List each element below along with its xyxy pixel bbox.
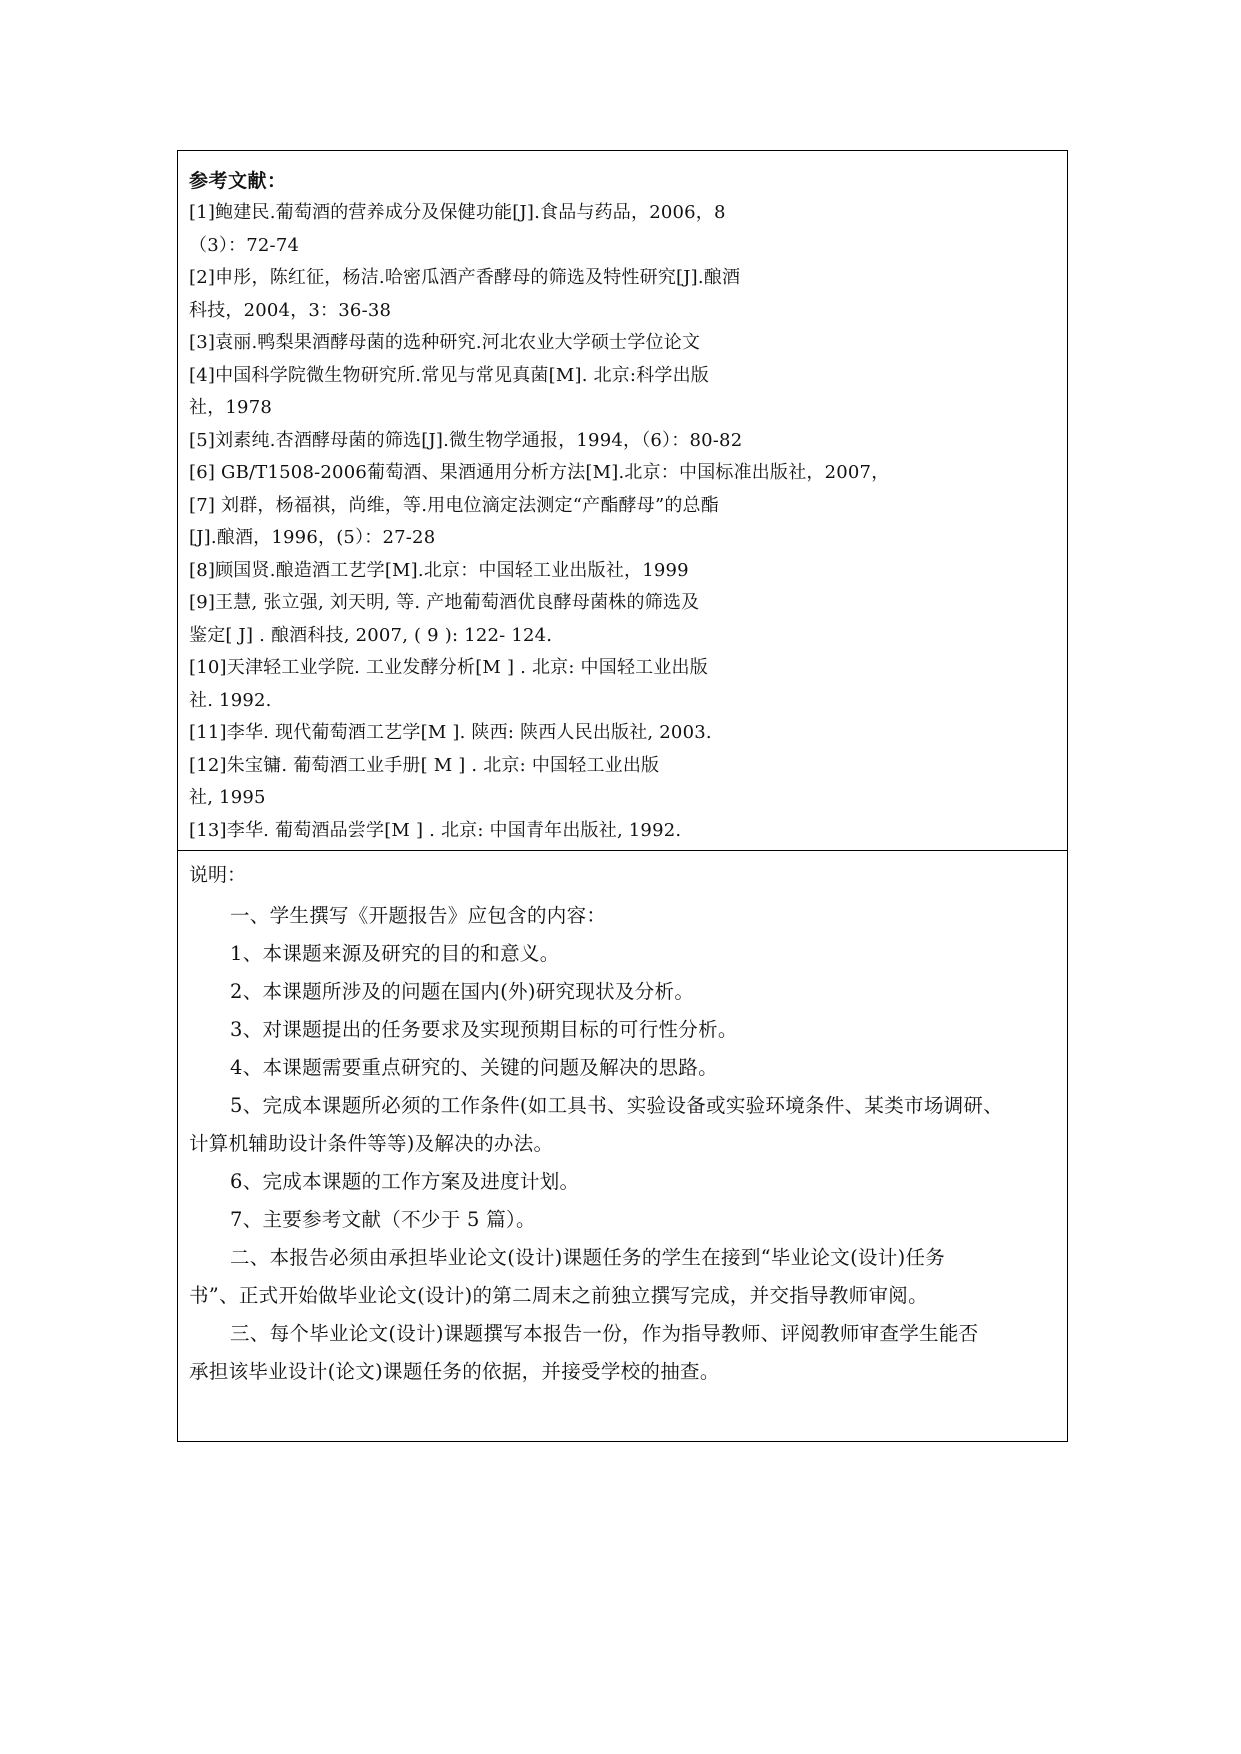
note-line: 1、本课题来源及研究的目的和意义。 — [230, 942, 560, 965]
note-line: 5、完成本课题所必须的工作条件(如工具书、实验设备或实验环境条件、某类市场调研、 — [230, 1094, 1004, 1117]
notes-cell — [178, 851, 1067, 1441]
note-line: 7、主要参考文献（不少于 5 篇）。 — [230, 1208, 536, 1231]
reference-line: 社，1978 — [189, 397, 273, 418]
notes-title: 说明： — [189, 864, 247, 886]
references-list — [189, 197, 1067, 847]
note-line: 三、每个毕业论文(设计)课题撰写本报告一份，作为指导教师、评阅教师审查学生能否 — [230, 1322, 979, 1345]
note-line: 4、本课题需要重点研究的、关键的问题及解决的思路。 — [230, 1056, 718, 1079]
reference-line: [10]天津轻工业学院. 工业发酵分析[M ] . 北京: 中国轻工业出版 — [189, 657, 708, 678]
reference-line: （3）：72-74 — [189, 234, 300, 256]
reference-line: [8]顾国贤.酿造酒工艺学[M].北京：中国轻工业出版社，1999 — [189, 559, 689, 581]
note-line: 3、对课题提出的任务要求及实现预期目标的可行性分析。 — [230, 1018, 738, 1041]
reference-line: [3]袁丽.鸭梨果酒酵母菌的选种研究.河北农业大学硕士学位论文 — [189, 332, 701, 353]
reference-line: [9]王慧, 张立强, 刘天明, 等. 产地葡萄酒优良酵母菌株的筛选及 — [189, 592, 700, 613]
reference-line: [J].酿酒，1996，(5）：27-28 — [189, 527, 436, 548]
reference-line: [4]中国科学院微生物研究所.常见与常见真菌[M]. 北京:科学出版 — [189, 364, 709, 386]
references-heading: 参考文献： — [189, 170, 287, 192]
reference-line: [1]鲍建民.葡萄酒的营养成分及保健功能[J].食品与药品，2006，8 — [189, 202, 726, 223]
reference-line: 社, 1995 — [189, 787, 266, 808]
reference-line: [12]朱宝镛. 葡萄酒工业手册[ M ] . 北京: 中国轻工业出版 — [189, 754, 660, 776]
note-line: 6、完成本课题的工作方案及进度计划。 — [230, 1170, 580, 1193]
reference-line: [13]李华. 葡萄酒品尝学[M ] . 北京: 中国青年出版社, 1992. — [189, 819, 682, 841]
note-line: 2、本课题所涉及的问题在国内(外)研究现状及分析。 — [230, 980, 695, 1003]
note-line: 书”、正式开始做毕业论文(设计)的第二周末之前独立撰写完成，并交指导教师审阅。 — [189, 1284, 928, 1307]
reference-line: [5]刘素纯.杏酒酵母菌的筛选[J].微生物学通报，1994，（6）：80-82 — [189, 429, 743, 451]
note-line: 计算机辅助设计条件等等)及解决的办法。 — [189, 1132, 554, 1155]
reference-line: 鉴定[ J] . 酿酒科技, 2007, ( 9 ): 122- 124. — [189, 624, 553, 646]
reference-line: [11]李华. 现代葡萄酒工艺学[M ]. 陕西: 陕西人民出版社, 2003. — [189, 722, 712, 743]
reference-line: [2]申彤，陈红征，杨洁.哈密瓜酒产香酵母的筛选及特性研究[J].酿酒 — [189, 267, 741, 288]
reference-line: 科技，2004，3：36-38 — [189, 299, 392, 321]
note-line: 承担该毕业设计(论文)课题任务的依据，并接受学校的抽查。 — [189, 1360, 720, 1383]
references-cell — [178, 151, 1067, 851]
reference-line: [7] 刘群，杨福祺，尚维，等.用电位滴定法测定“产酯酵母”的总酯 — [189, 494, 719, 516]
note-line: 二、本报告必须由承担毕业论文(设计)课题任务的学生在接到“毕业论文(设计)任务 — [230, 1246, 946, 1269]
reference-line: 社. 1992. — [189, 689, 272, 711]
report-table — [177, 150, 1068, 1442]
reference-line: [6] GB/T1508-2006葡萄酒、果酒通用分析方法[M].北京：中国标准出版社，2007， — [189, 462, 890, 483]
note-line: 一、学生撰写《开题报告》应包含的内容： — [230, 904, 607, 927]
